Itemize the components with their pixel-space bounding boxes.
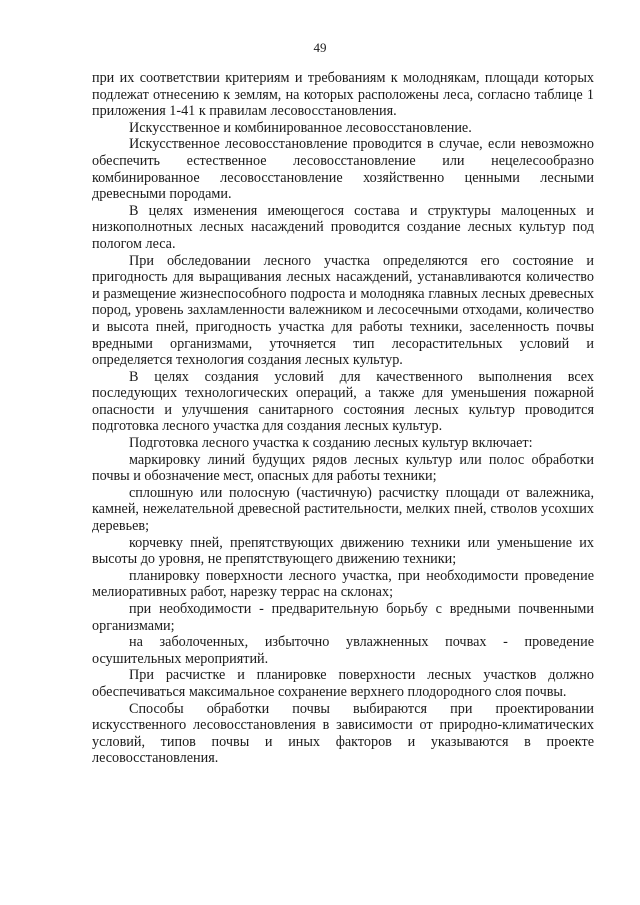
paragraph-continuation: при их соответствии критериям и требованиям к молоднякам, площади которых подлежат отнесению к землям, на которых расположены леса, согласно таблице 1 приложения 1-41 к правилам лесовосстановления. [92, 70, 594, 120]
list-item: при необходимости - предварительную борьбу с вредными почвенными организмами; [92, 601, 594, 634]
list-item: на заболоченных, избыточно увлажненных почвах - проведение осушительных мероприятий. [92, 634, 594, 667]
page-number: 49 [313, 40, 327, 55]
paragraph: В целях создания условий для качественного выполнения всех последующих технологических операций, а также для уменьшения пожарной опасности и улучшения санитарного состояния лесных культур проводится подготовка лесного участка для создания лесных культур. [92, 368, 594, 435]
list-item: корчевку пней, препятствующих движению техники или уменьшение их высоты до уровня, не препятствующего движению техники; [92, 534, 594, 568]
list-item: маркировку линий будущих рядов лесных культур или полос обработки почвы и обозначение мест, опасных для работы техники; [92, 451, 594, 485]
list-intro: Подготовка лесного участка к созданию лесных культур включает: [129, 435, 533, 452]
section-heading-artificial-reforestation: Искусственное и комбинированное лесовосстановление. [129, 119, 472, 136]
paragraph: При обследовании лесного участка определяются его состояние и пригодность для выращивания лесных насаждений, устанавливаются количество и размещение жизнеспособного подроста и молодняка главных лесных древесных пород, уровень захламленности валежником и лесосечными отходами, количество и высота пней, пригодность участка для работы техники, заселенность почвы вредными организмами, уточняется тип лесорастительных условий и определяется технология создания лесных культур. [92, 252, 594, 369]
paragraph: В целях изменения имеющегося состава и структуры малоценных и низкополнотных лесных насаждений проводится создание лесных культур под пологом леса. [92, 202, 594, 252]
paragraph: При расчистке и планировке поверхности лесных участков должно обеспечиваться максимальное сохранение верхнего плодородного слоя почвы. [92, 667, 594, 700]
document-body [92, 70, 594, 767]
list-item: планировку поверхности лесного участка, при необходимости проведение мелиоративных работ, нарезку террас на склонах; [92, 567, 594, 601]
list-item: сплошную или полосную (частичную) расчистку площади от валежника, камней, нежелательной древесной растительности, мелких пней, стволов усохших деревьев; [92, 484, 594, 535]
paragraph: Способы обработки почвы выбираются при проектировании искусственного лесовосстановления в зависимости от природно-климатических условий, типов почвы и иных факторов и указываются в проекте лесовосстановления. [92, 700, 594, 767]
paragraph: Искусственное лесовосстановление проводится в случае, если невозможно обеспечить естественное лесовосстановление или нецелесообразно комбинированное лесовосстановление хозяйственно ценными лесными древесными породами. [92, 136, 594, 203]
